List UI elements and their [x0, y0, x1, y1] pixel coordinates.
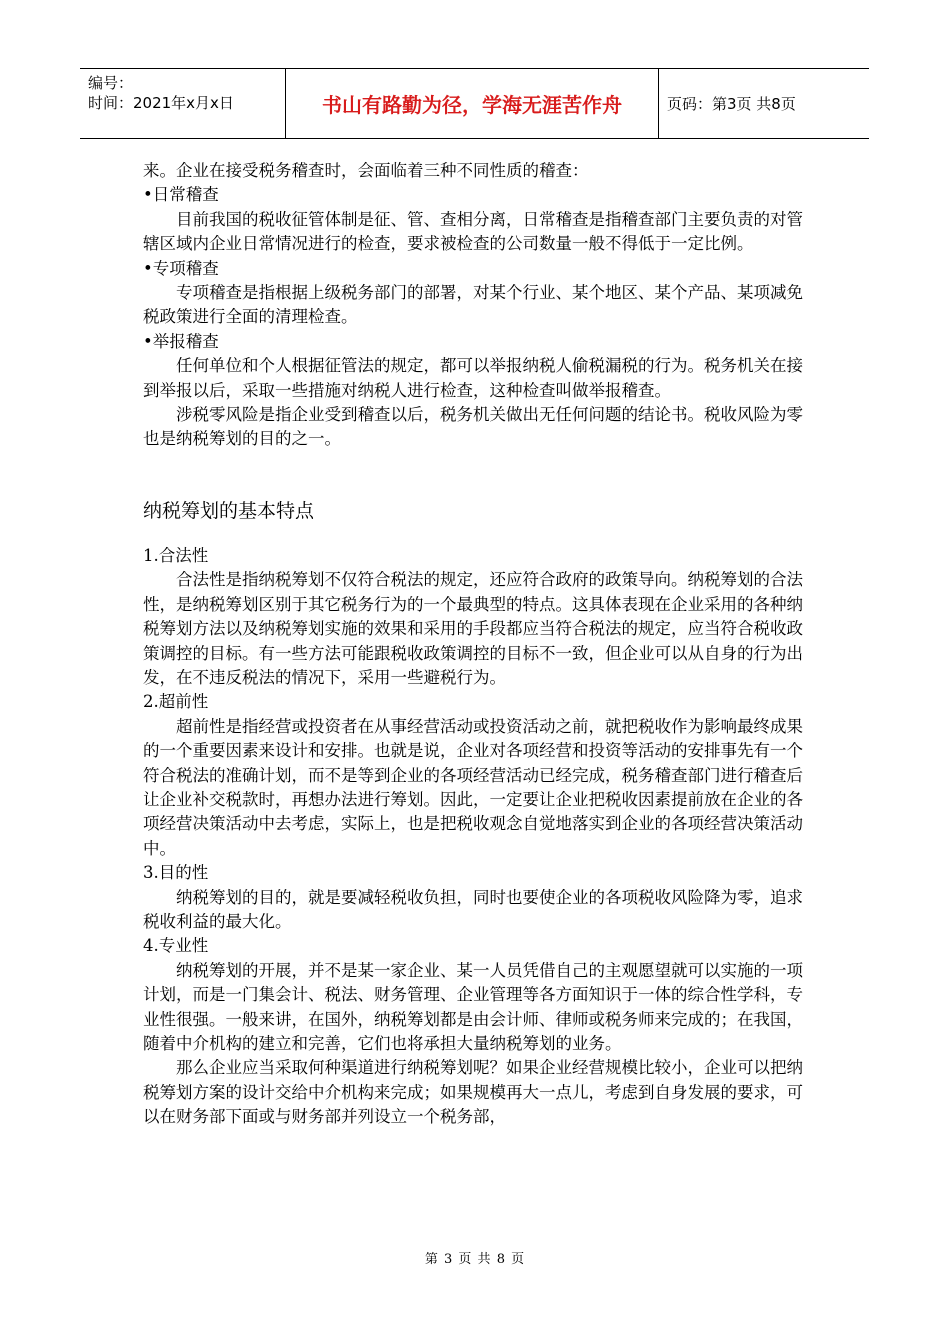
header-meta — [80, 69, 285, 138]
document-body — [143, 159, 811, 1130]
section-heading: 纳税筹划的基本特点 — [143, 499, 315, 522]
paragraph: 来。企业在接受税务稽查时，会面临着三种不同性质的稽查： — [143, 161, 589, 180]
paragraph: 纳税筹划的目的，就是要减轻税收负担，同时也要使企业的各项税收风险降为零，追求税收利益的最大化。 — [143, 887, 803, 931]
paragraph: 涉税零风险是指企业受到稽查以后，税务机关做出无任何问题的结论书。税收风险为零也是纳税筹划的目的之一。 — [143, 405, 803, 449]
paragraph: 那么企业应当采取何种渠道进行纳税筹划呢？如果企业经营规模比较小，企业可以把纳税筹划方案的设计交给中介机构来完成；如果规模再大一点儿，考虑到自身发展的要求，可以在财务部下面或与财务部并列设立一个税务部， — [143, 1058, 803, 1127]
header-motto: 书山有路勤为径，学海无涯苦作舟 — [285, 69, 659, 138]
bullet-heading: •日常稽查 — [143, 185, 219, 205]
header-number: 编号： — [88, 74, 134, 92]
bullet-heading: •举报稽查 — [143, 331, 219, 351]
paragraph: 目前我国的税收征管体制是征、管、查相分离，日常稽查是指稽查部门主要负责的对管辖区域内企业日常情况进行的检查，要求被检查的公司数量一般不得低于一定比例。 — [143, 209, 803, 254]
header-page-number: 页码：第3页 共8页 — [667, 95, 796, 113]
subheading: 3.目的性 — [143, 863, 209, 883]
subheading: 2.超前性 — [143, 692, 209, 712]
paragraph: 纳税筹划的开展，并不是某一家企业、某一人员凭借自己的主观愿望就可以实施的一项计划，而是一门集会计、税法、财务管理、企业管理等各方面知识于一体的综合性学科，专业性很强。一般来讲，在国外，纳税筹划都是由会计师、律师或税务师来完成的；在我国，随着中介机构的建立和完善，它们也将承担大量纳税筹划的业务。 — [143, 960, 803, 1053]
page-header — [80, 68, 869, 139]
subheading: 4.专业性 — [143, 936, 209, 956]
paragraph: 合法性是指纳税筹划不仅符合税法的规定，还应符合政府的政策导向。纳税筹划的合法性，是纳税筹划区别于其它税务行为的一个最典型的特点。这具体表现在企业采用的各种纳税筹划方法以及纳税筹划实施的效果和采用的手段都应当符合税法的规定，应当符合税收政策调控的目标。有一些方法可能跟税收政策调控的目标不一致，但企业可以从自身的行为出发，在不违反税法的情况下，采用一些避税行为。 — [143, 570, 803, 687]
bullet-heading: •专项稽查 — [143, 258, 219, 278]
header-date: 时间：2021年x月x日 — [88, 94, 234, 112]
subheading: 1.合法性 — [143, 545, 209, 565]
paragraph: 任何单位和个人根据征管法的规定，都可以举报纳税人偷税漏税的行为。税务机关在接到举报以后，采取一些措施对纳税人进行检查，这种检查叫做举报稽查。 — [143, 356, 803, 400]
page-footer: 第 3 页 共 8 页 — [424, 1252, 526, 1267]
paragraph: 超前性是指经营或投资者在从事经营活动或投资活动之前，就把税收作为影响最终成果的一个重要因素来设计和安排。也就是说，企业对各项经营和投资等活动的安排事先有一个符合税法的准确计划，而不是等到企业的各项经营活动已经完成，税务稽查部门进行稽查后让企业补交税款时，再想办法进行筹划。因此，一定要让企业把税收因素提前放在企业的各项经营决策活动中去考虑，实际上，也是把税收观念自觉地落实到企业的各项经营决策活动中。 — [143, 716, 803, 858]
paragraph: 专项稽查是指根据上级税务部门的部署，对某个行业、某个地区、某个产品、某项减免税政策进行全面的清理检查。 — [143, 283, 803, 327]
